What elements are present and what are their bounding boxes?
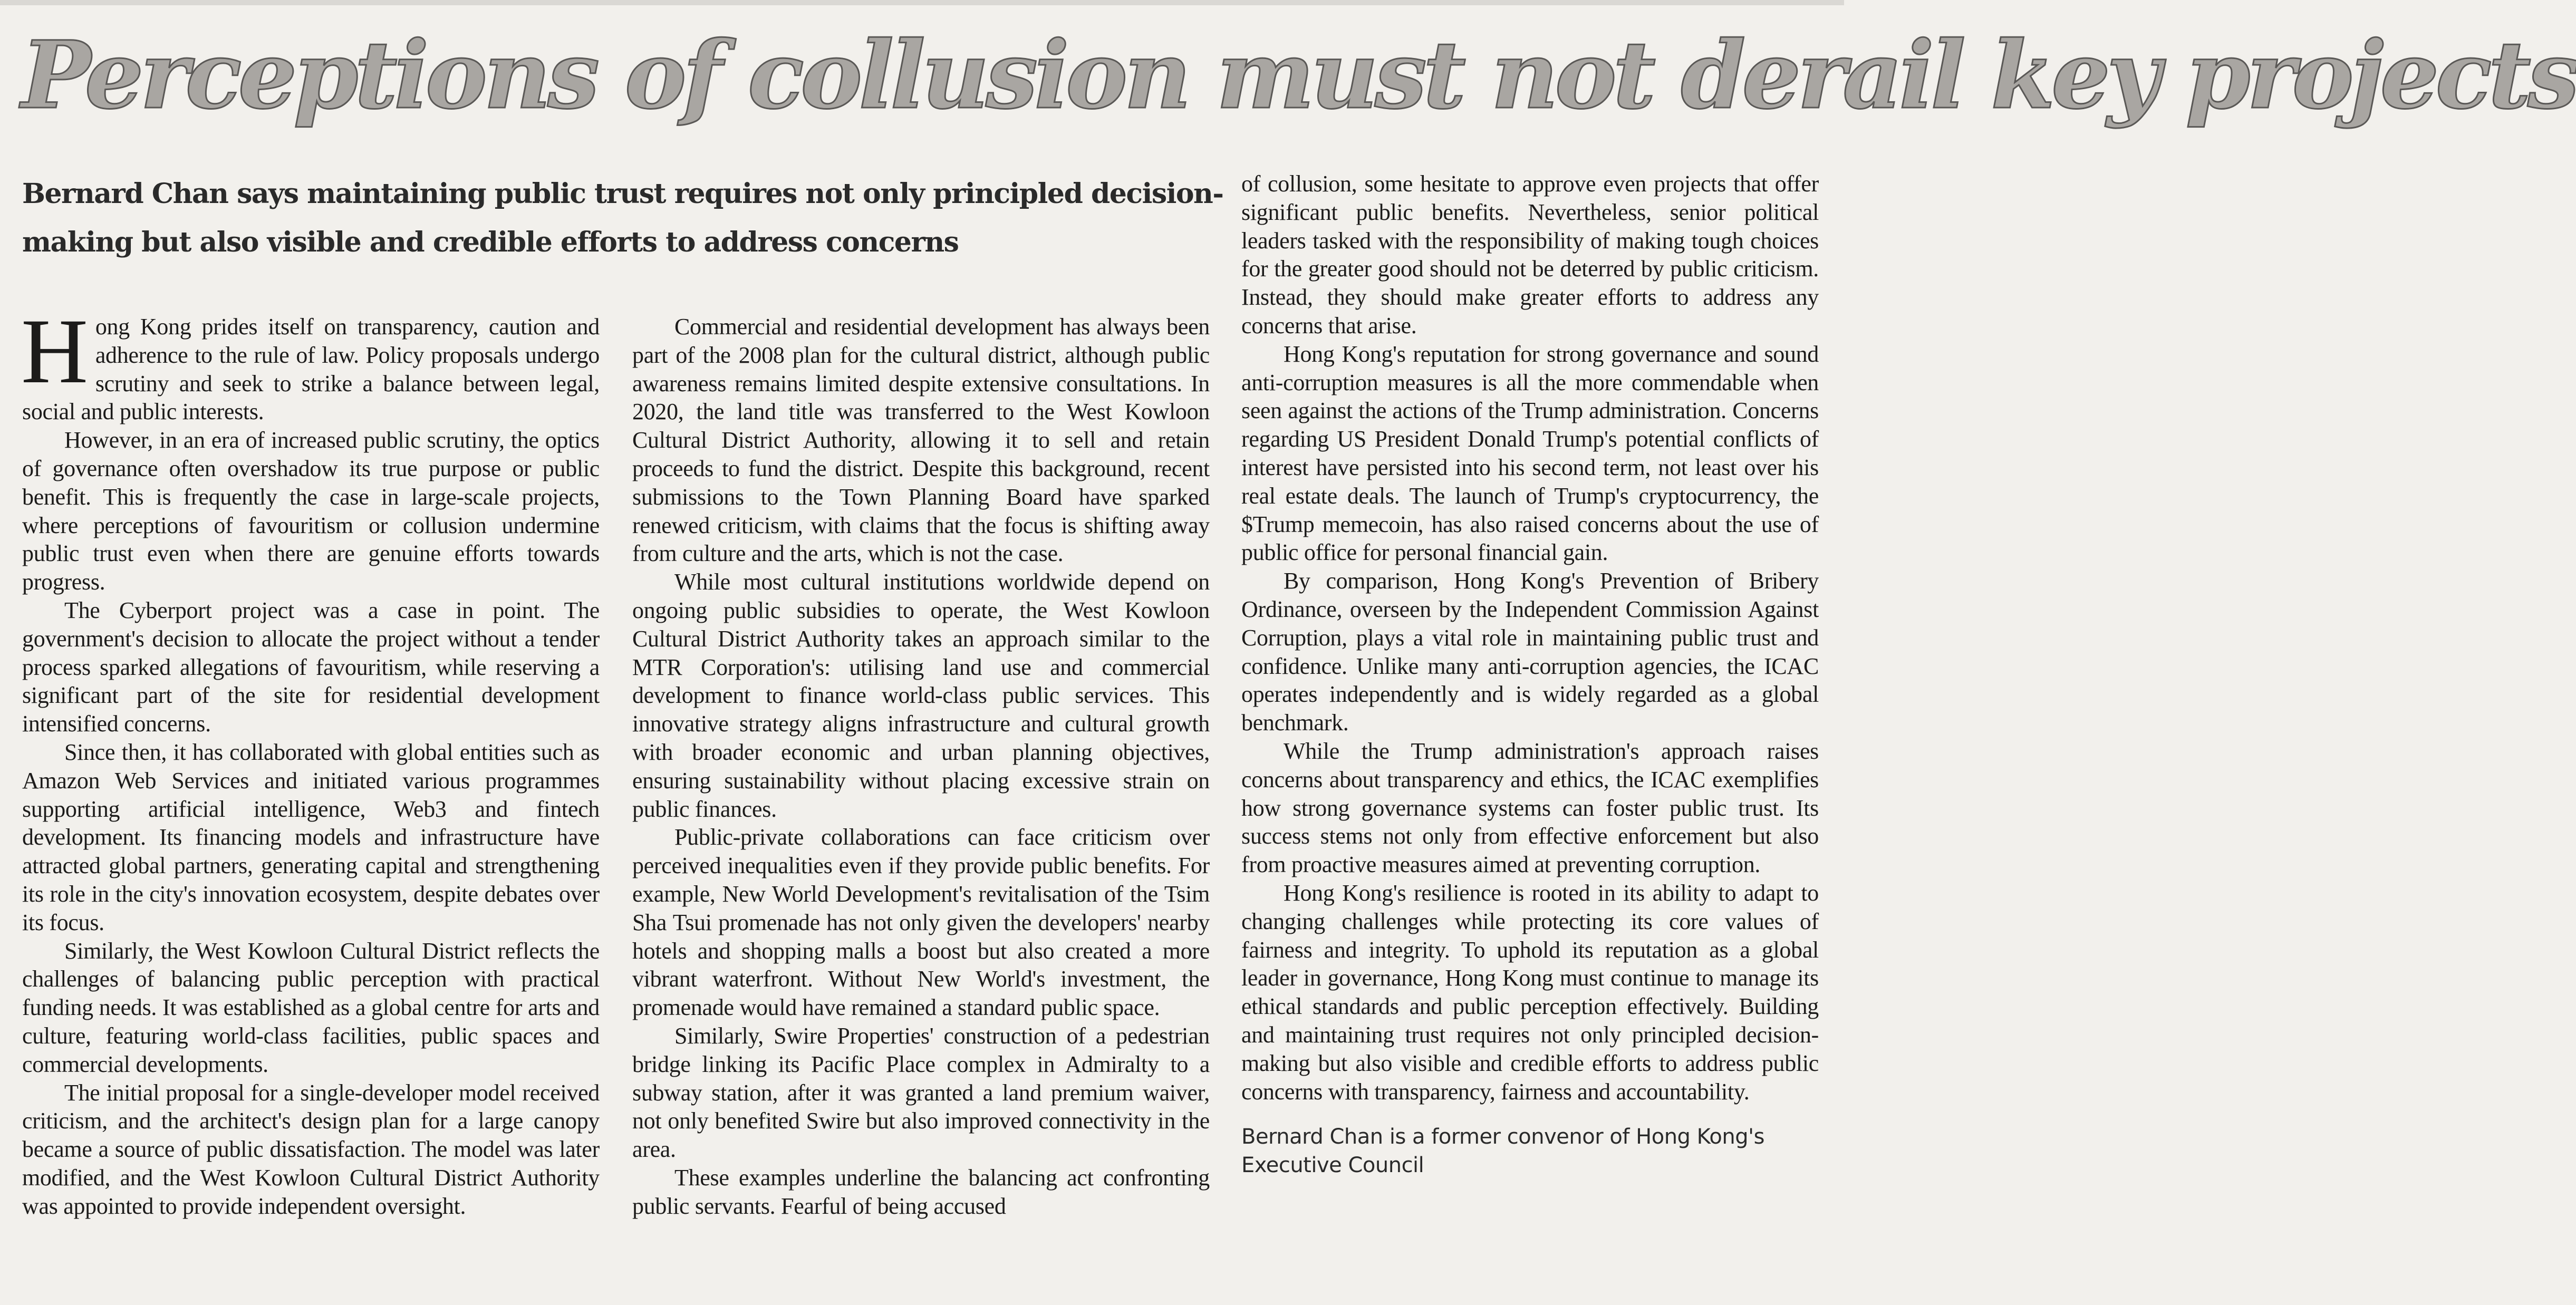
paragraph-1-1 (21, 300, 600, 426)
column-3 (1241, 170, 1819, 1180)
paragraph-3-5: Hong Kong's resilience is rooted in its ability to adapt to changing challenges while protecting its core values of fairness and integrity. To uphold its reputation as a global leader in governance, Hong Kong must continue to manage its ethical standards and public perception effectively. Building and maintaining trust requires not only principled decision-making but also visible and credible efforts to address public concerns with transparency, fairness and accountability. (1241, 879, 1819, 1105)
paragraph-2-4: Similarly, Swire Properties' construction of a pedestrian bridge linking its Pacific Place complex in Admiralty to a subway station, after it was granted a land premium waiver, not only benefited Swire but also improved connectivity in the area. (632, 1022, 1210, 1163)
paragraph-1-5: Similarly, the West Kowloon Cultural District reflects the challenges of balancing public perception with practical funding needs. It was established as a global centre for arts and culture, featuring world-class facilities, public spaces and commercial developments. (22, 937, 600, 1077)
paragraph-3-4: While the Trump administration's approach raises concerns about transparency and ethics, the ICAC exemplifies how strong governance systems can foster public trust. Its success stems not only from effective enforcement but also from proactive measures aimed at preventing corruption. (1241, 738, 1819, 878)
paragraph-1-1-text: ong Kong prides itself on transparency, caution and adherence to the rule of law. Policy proposals undergo scrutiny and seek to strike a balance between legal, social and public interests. (22, 314, 600, 425)
column-2 (632, 313, 1210, 1221)
author-byline: Bernard Chan is a former convenor of Hong Kong's Executive Council (1241, 1125, 1764, 1178)
paragraph-1-3: The Cyberport project was a case in point. The government's decision to allocate the project without a tender process sparked allegations of favouritism, while reserving a significant part of the site for residential development intensified concerns. (22, 597, 600, 737)
paragraph-2-1: Commercial and residential development has always been part of the 2008 plan for the cultural district, although public awareness remains limited despite extensive consultations. In 2020, the land title was transferred to the West Kowloon Cultural District Authority, allowing it to sell and retain proceeds to fund the district. Despite this background, recent submissions to the Town Planning Board have sparked renewed criticism, with claims that the focus is shifting away from culture and the arts, which is not the case. (632, 314, 1210, 567)
paragraph-2-5: These examples underline the balancing act confronting public servants. Fearful of being accused (632, 1164, 1210, 1219)
paragraph-1-4: Since then, it has collaborated with global entities such as Amazon Web Services and initiated various programmes supporting artificial intelligence, Web3 and fintech development. Its financing models and infrastructure have attracted global partners, generating capital and strengthening its role in the city's innovation ecosystem, despite debates over its focus. (22, 739, 600, 935)
paragraph-3-2: Hong Kong's reputation for strong governance and sound anti-corruption measures is all the more commendable when seen against the actions of the Trump administration. Concerns regarding US President Donald Trump's potential conflicts of interest have persisted into his second term, not least over his real estate deals. The launch of Trump's cryptocurrency, the $Trump memecoin, has also raised concerns about the use of public office for personal financial gain. (1241, 341, 1819, 566)
top-rule (0, 0, 1844, 5)
headline: Perceptions of collusion must not derail key projects (21, 21, 2576, 130)
paragraph-1-6: The initial proposal for a single-developer model received criticism, and the architect's design plan for a large canopy became a source of public dissatisfaction. The model was later modified, and the West Kowloon Cultural District Authority was appointed to provide independent oversight. (22, 1079, 600, 1219)
paragraph-1-2: However, in an era of increased public scrutiny, the optics of governance often overshadow its true purpose or public benefit. This is frequently the case in large-scale projects, where perceptions of favouritism or collusion undermine public trust even when there are genuine efforts towards progress. (22, 427, 600, 595)
paragraph-3-3: By comparison, Hong Kong's Prevention of Bribery Ordinance, overseen by the Independent Commission Against Corruption, plays a vital role in maintaining public trust and confidence. Unlike many anti-corruption agencies, the ICAC operates independently and is widely regarded as a global benchmark. (1241, 568, 1819, 736)
paragraph-2-2: While most cultural institutions worldwide depend on ongoing public subsidies to operate, the West Kowloon Cultural District Authority takes an approach similar to the MTR Corporation's: utilising land use and commercial development to finance world-class public services. This innovative strategy aligns infrastructure and cultural growth with broader economic and urban planning objectives, ensuring sustainability without placing excessive strain on public finances. (632, 569, 1210, 822)
column-1 (21, 300, 600, 1221)
standfirst: Bernard Chan says maintaining public trust requires not only principled decision-making but also visible and credible efforts to address concerns (22, 178, 1223, 258)
drop-cap: H (21, 300, 88, 403)
paragraph-2-3: Public-private collaborations can face criticism over perceived inequalities even if they provide public benefits. For example, New World Development's revitalisation of the Tsim Sha Tsui promenade has not only given the developers' nearby hotels and shopping malls a boost but also created a more vibrant waterfront. Without New World's investment, the promenade would have remained a standard public space. (632, 824, 1210, 1021)
paragraph-3-1: of collusion, some hesitate to approve even projects that offer significant public benefits. Nevertheless, senior political leaders tasked with the responsibility of making tough choices for the greater good should not be deterred by public criticism. Instead, they should make greater efforts to address any concerns that arise. (1241, 171, 1819, 339)
